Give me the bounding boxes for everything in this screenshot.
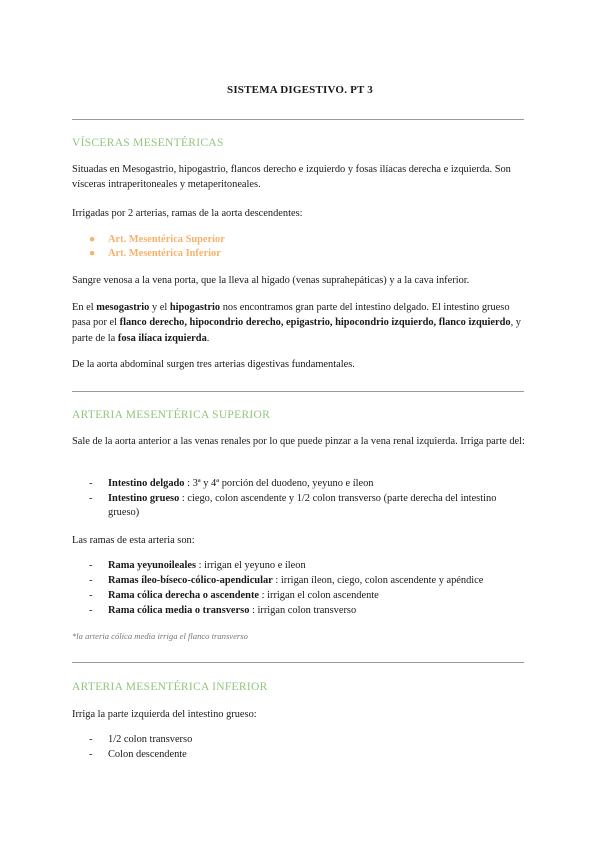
list-item-label: Art. Mesentérica Inferior	[108, 248, 221, 259]
list-item-label: Art. Mesentérica Superior	[108, 234, 225, 245]
section-heading-inferior: ARTERIA MESENTÉRICA INFERIOR	[72, 681, 268, 693]
paragraph: En el mesogastrio y el hipogastrio nos encontramos gran parte del intestino delgado. El intestino grueso pasa por el flanco derecho, hipocondrio derecho, epigastrio, hipocondrio izquierdo, flanco izquierdo, y parte de la fosa ilíaca izquierda.	[72, 302, 521, 344]
bullet-icon: ●	[89, 248, 96, 259]
dash-marker: -	[89, 493, 93, 504]
document-page: SISTEMA DIGESTIVO. PT 3 VÍSCERAS MESENTÉRICAS Situadas en Mesogastrio, hipogastrio, flancos derecho e izquierdo y fosas ilíacas derecha e izquierda. Son vísceras intraperitoneales y metaperitoneales. Irrigadas por 2 arterias, ramas de la aorta descendentes: ● Art. Mesentérica Superior ● Art. Mesentérica Inferior Sangre venosa a la vena porta, que la lleva al hígado (venas suprahepáticas) y a la cava inferior. En el mesogastrio y el hipogastrio nos encontramos gran parte del intestino delgado. El intestino grueso pasa por el flanco derecho, hipocondrio derecho, epigastrio, hipocondrio izquierdo, flanco izquierdo, y parte de la fosa ilíaca izquierda. De la aorta abdominal surgen tres arterias digestivas fundamentales. ARTERIA MESENTÉRICA SUPERIOR Sale de la aorta anterior a las venas renales por lo que puede pinzar a la vena renal izquierda. Irriga parte del: - Intestino delgado : 3ª y 4ª porción del duodeno, yeyuno e íleon - Intestino grueso : ciego, colon ascendente y 1/2 colon transverso (parte derecha del intestino grueso) Las ramas de esta arteria son: - Rama yeyunoileales : irrigan el yeyuno e íleon - Ramas íleo-bíseco-cólico-apendicular : irrigan íleon, ciego, colon ascendente y apéndice - Rama cólica derecha o ascendente : irrigan el colon ascendente - Rama cólica media o transverso : irrigan colon transverso *la arteria cólica media irriga el flanco transverso ARTERIA MESENTÉRICA INFERIOR Irriga la parte izquierda del intestino grueso: - 1/2 colon transverso - Colon descendente	[0, 0, 600, 848]
paragraph: De la aorta abdominal surgen tres arterias digestivas fundamentales.	[72, 359, 355, 370]
paragraph: Irrigadas por 2 arterias, ramas de la aorta descendentes:	[72, 208, 303, 219]
footnote: *la arteria cólica media irriga el flanco transverso	[72, 631, 248, 641]
paragraph: Situadas en Mesogastrio, hipogastrio, flancos derecho e izquierdo y fosas ilíacas derecha e izquierda. Son vísceras intraperitoneales y metaperitoneales.	[72, 164, 511, 191]
divider	[72, 391, 524, 392]
paragraph: Irriga la parte izquierda del intestino grueso:	[72, 709, 257, 720]
section-heading-superior: ARTERIA MESENTÉRICA SUPERIOR	[72, 409, 271, 421]
paragraph: Sangre venosa a la vena porta, que la lleva al hígado (venas suprahepáticas) y a la cava inferior.	[72, 275, 470, 286]
dash-marker: -	[89, 575, 93, 586]
divider	[72, 662, 524, 663]
page-title: SISTEMA DIGESTIVO. PT 3	[227, 84, 373, 96]
paragraph: Las ramas de esta arteria son:	[72, 535, 195, 546]
divider	[72, 119, 524, 120]
bullet-icon: ●	[89, 234, 96, 245]
section-heading-visceras: VÍSCERAS MESENTÉRICAS	[72, 137, 224, 149]
dash-marker: -	[89, 478, 93, 489]
dash-marker: -	[89, 560, 93, 571]
dash-marker: -	[89, 749, 93, 760]
dash-marker: -	[89, 734, 93, 745]
dash-marker: -	[89, 590, 93, 601]
paragraph: Sale de la aorta anterior a las venas renales por lo que puede pinzar a la vena renal izquierda. Irriga parte del:	[72, 436, 525, 447]
dash-marker: -	[89, 605, 93, 616]
